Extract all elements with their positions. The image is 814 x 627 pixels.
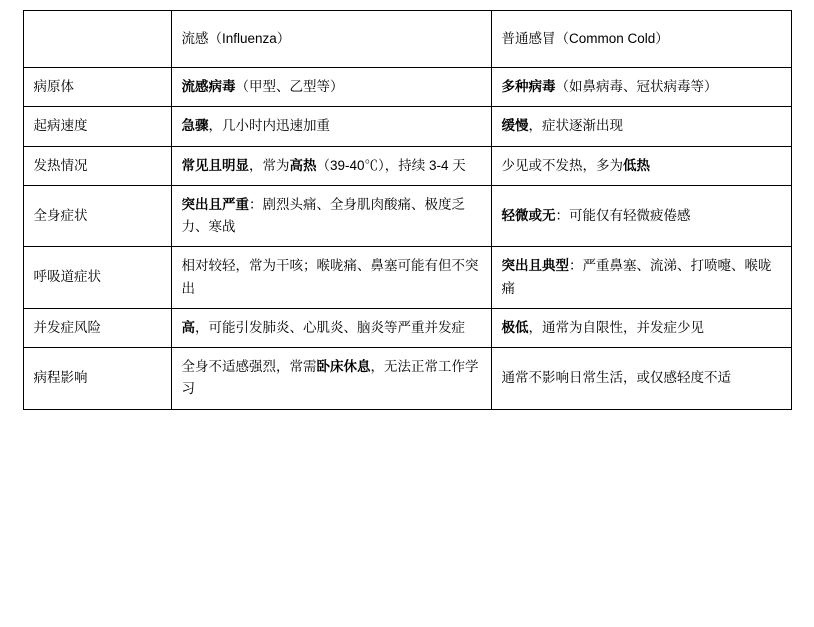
cell-bold-text: 高 xyxy=(181,319,195,335)
header-influenza: 流感（Influenza） xyxy=(171,11,491,68)
row-label-systemic-symptoms: 全身症状 xyxy=(23,185,171,247)
cell-plain-text-2: （39-40℃），持续 3-4 天 xyxy=(316,157,466,173)
table-row xyxy=(23,68,791,107)
cell-influenza-systemic xyxy=(171,185,491,247)
table-row xyxy=(23,348,791,410)
cell-influenza-respiratory xyxy=(171,247,491,309)
cell-plain-text: ：严重鼻塞、流涕、打喷嚏、喉咙痛 xyxy=(501,258,772,296)
cell-bold-text: 突出且典型 xyxy=(501,258,569,274)
row-label-pathogen: 病原体 xyxy=(23,68,171,107)
table-row xyxy=(23,308,791,347)
table-row xyxy=(23,185,791,247)
cell-bold-text: 常见且明显 xyxy=(181,157,249,173)
cell-plain-text: 全身不适感强烈，常需 xyxy=(181,359,317,375)
cell-plain-text: ，常为 xyxy=(249,157,290,173)
cell-bold-text: 多种病毒 xyxy=(501,79,556,94)
cell-cold-complications xyxy=(491,308,791,347)
cell-plain-text: ，可能引发肺炎、心肌炎、脑炎等严重并发症 xyxy=(195,319,465,335)
cell-plain-text: ：可能仅有轻微疲倦感 xyxy=(555,207,691,223)
cell-cold-respiratory xyxy=(491,247,791,309)
cell-cold-pathogen xyxy=(491,68,791,107)
table-row xyxy=(23,146,791,185)
cell-plain-text: ，几小时内迅速加重 xyxy=(208,118,330,134)
cell-plain-text: 相对较轻，常为干咳；喉咙痛、鼻塞可能有但不突出 xyxy=(181,258,479,296)
cell-plain-text: 通常不影响日常生活，或仅感轻度不适 xyxy=(501,370,731,386)
cell-cold-impact xyxy=(491,348,791,410)
table-row xyxy=(23,107,791,146)
cell-plain-text: ，通常为自限性，并发症少见 xyxy=(528,319,704,335)
cell-bold-text: 轻微或无 xyxy=(501,207,556,223)
cell-plain-text: ：剧烈头痛、全身肌肉酸痛、极度乏力、寒战 xyxy=(181,196,465,235)
cell-plain-text: 少见或不发热，多为 xyxy=(501,157,623,173)
row-label-course-impact: 病程影响 xyxy=(23,348,171,410)
row-label-complication-risk: 并发症风险 xyxy=(23,308,171,347)
cell-influenza-impact xyxy=(171,348,491,410)
cell-influenza-complications xyxy=(171,308,491,347)
cell-bold-text: 急骤 xyxy=(181,118,209,134)
cell-plain-text: （甲型、乙型等） xyxy=(235,79,344,94)
header-corner-cell xyxy=(23,11,171,68)
table-header-row xyxy=(23,11,791,68)
cell-bold-text: 流感病毒 xyxy=(181,79,236,94)
cell-influenza-fever xyxy=(171,146,491,185)
cell-bold-text: 突出且严重 xyxy=(181,196,249,212)
row-label-onset-speed: 起病速度 xyxy=(23,107,171,146)
cell-bold-text: 极低 xyxy=(501,319,529,335)
cell-influenza-onset xyxy=(171,107,491,146)
table-row xyxy=(23,247,791,309)
cell-plain-text: ，症状逐渐出现 xyxy=(528,118,623,134)
cell-cold-systemic xyxy=(491,185,791,247)
cell-bold-text: 低热 xyxy=(623,157,650,173)
comparison-table xyxy=(23,10,792,410)
cell-influenza-pathogen xyxy=(171,68,491,107)
header-common-cold: 普通感冒（Common Cold） xyxy=(491,11,791,68)
row-label-respiratory-symptoms: 呼吸道症状 xyxy=(23,247,171,309)
cell-bold-text: 卧床休息 xyxy=(316,359,371,375)
cell-cold-onset xyxy=(491,107,791,146)
cell-plain-text: （如鼻病毒、冠状病毒等） xyxy=(555,79,718,94)
cell-bold-text-2: 高热 xyxy=(289,157,317,173)
row-label-fever: 发热情况 xyxy=(23,146,171,185)
cell-cold-fever xyxy=(491,146,791,185)
cell-plain-text-2: ，无法正常工作学习 xyxy=(181,359,479,397)
cell-bold-text: 缓慢 xyxy=(501,118,529,134)
